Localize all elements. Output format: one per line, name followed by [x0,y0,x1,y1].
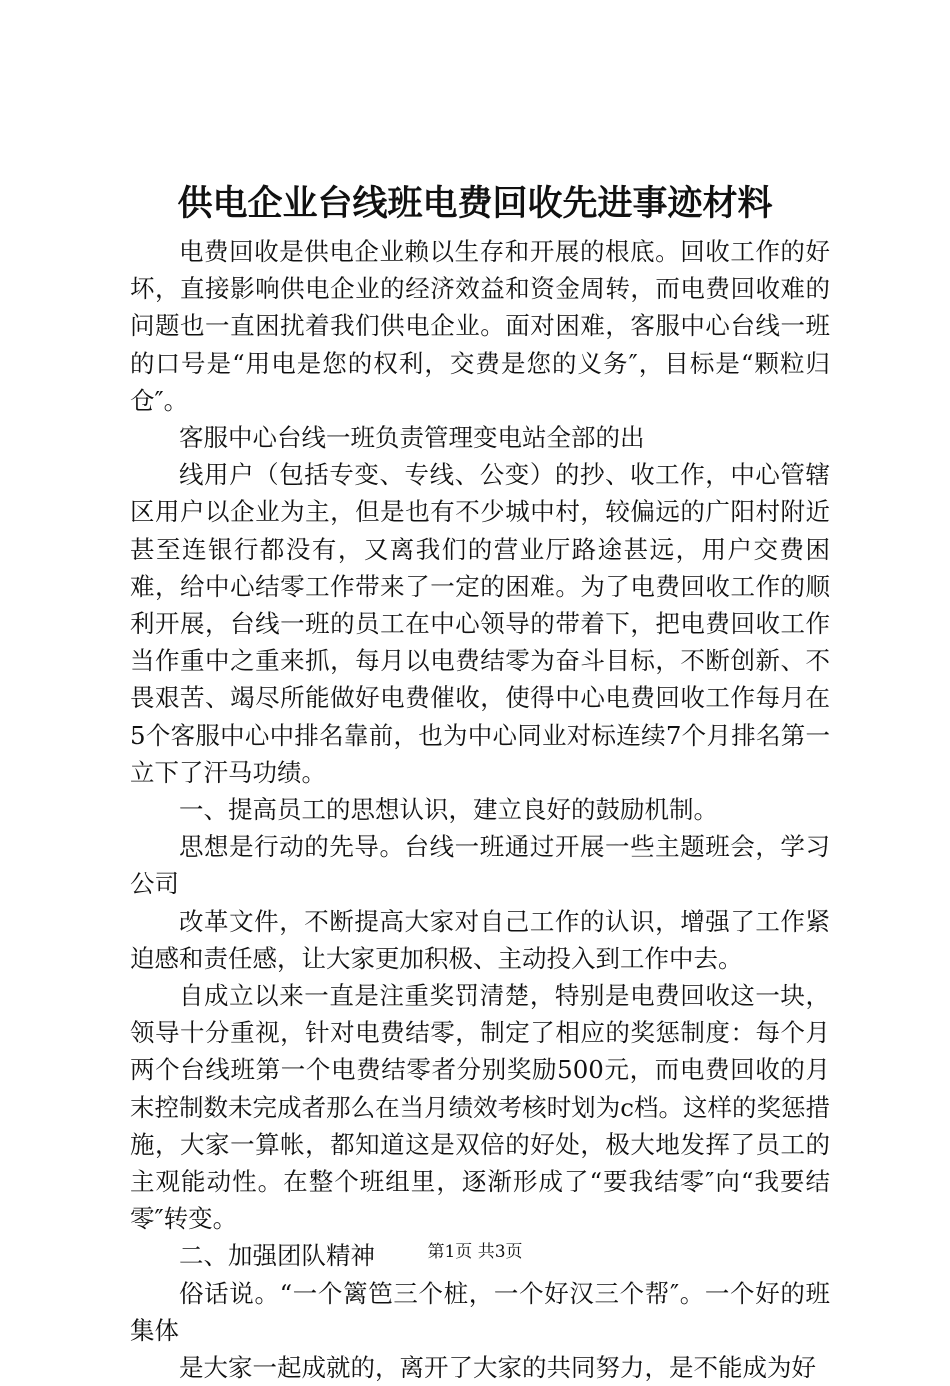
body-paragraph: 自成立以来一直是注重奖罚清楚，特别是电费回收这一块，领导十分重视，针对电费结零，制定了相应的奖惩制度：每个月两个台线班第一个电费结零者分别奖励500元，而电费回收的月末控制数未完成者那么在当月绩效考核时划为c档。这样的奖惩措施，大家一算帐，都知道这是双倍的好处，极大地发挥了员工的主观能动性。在整个班组里，逐渐形成了“要我结零″向“我要结零″转变。 [130,981,830,1234]
section-heading: 二、加强团队精神 [179,1241,375,1271]
body-paragraph: 线用户（包括专变、专线、公变）的抄、收工作，中心管辖区用户以企业为主，但是也有不少城中村，较偏远的广阳村附近甚至连银行都没有，又离我们的营业厅路途甚远，用户交费困难，给中心结零工作带来了一定的困难。为了电费回收工作的顺利开展，台线一班的员工在中心领导的带着下，把电费回收工作当作重中之重来抓，每月以电费结零为奋斗目标，不断创新、不畏艰苦、竭尽所能做好电费催收，使得中心电费回收工作每月在5个客服中心中排名靠前，也为中心同业对标连续7个月排名第一立下了汗马功绩。 [130,460,830,787]
body-paragraph: 客服中心台线一班负责管理变电站全部的出 [179,423,645,453]
document-body [130,233,830,1386]
body-paragraph: 思想是行动的先导。台线一班通过开展一些主题班会，学习公司 [130,832,830,899]
body-paragraph: 改革文件，不断提高大家对自己工作的认识，增强了工作紧迫感和责任感，让大家更加积极、主动投入到工作中去。 [130,906,830,973]
body-paragraph: 是大家一起成就的，离开了大家的共同努力，是不能成为好 [179,1353,816,1383]
document-title: 供电企业台线班电费回收先进事迹材料 [177,183,773,224]
section-heading: 一、提高员工的思想认识，建立良好的鼓励机制。 [179,795,718,825]
page-number: 第1页 共3页 [427,1242,523,1262]
body-paragraph: 电费回收是供电企业赖以生存和开展的根底。回收工作的好坏，直接影响供电企业的经济效益和资金周转，而电费回收难的问题也一直困扰着我们供电企业。面对困难，客服中心台线一班的口号是“用电是您的权利，交费是您的义务″，目标是“颗粒归仓″。 [130,237,830,415]
body-paragraph: 俗话说。“一个篱笆三个桩，一个好汉三个帮″。一个好的班集体 [130,1278,830,1345]
